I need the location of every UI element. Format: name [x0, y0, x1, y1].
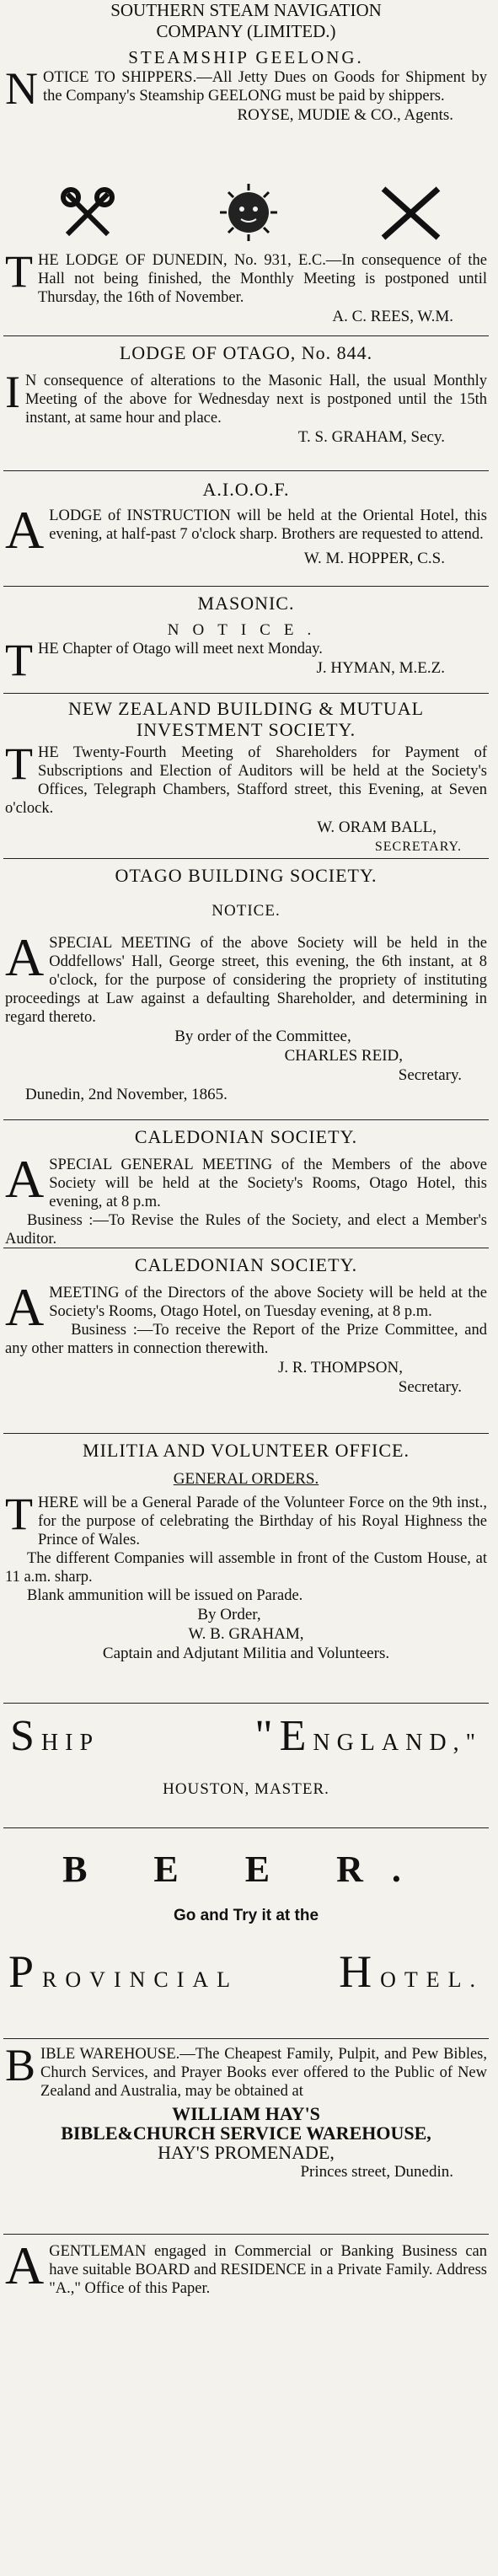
nz-building-title-2: INVESTMENT SOCIETY.: [136, 719, 356, 740]
otago-building-order: By order of the Committee,: [174, 1028, 351, 1045]
drop-cap: A: [5, 927, 45, 987]
beer-tagline: Go and Try it at the: [173, 1907, 319, 1924]
masonic-body: HE Chapter of Otago will meet next Monday.: [38, 641, 323, 657]
masonic-ad: [5, 593, 487, 685]
ship-initial: S: [10, 1712, 41, 1760]
divider: [3, 858, 489, 859]
ship-word: HIP: [40, 1730, 100, 1756]
gentleman-body: GENTLEMAN engaged in Commercial or Banking Business can have suitable BOARD and RESIDENCE in a Private Family. Address "A.," Office of this Paper.: [49, 2243, 487, 2297]
caledonian-body-2: MEETING of the Directors of the above Society will be held at the Society's Rooms, Otago Hotel, on Tuesday evening, at 8 p.m.: [49, 1285, 487, 1320]
caledonian-title-1: CALEDONIAN SOCIETY.: [134, 1126, 358, 1147]
dunedin-lodge-ad: [5, 246, 487, 326]
dunedin-lodge-sign: A. C. REES, W.M.: [332, 308, 453, 325]
otago-building-ad: [5, 865, 487, 1104]
drop-cap: I: [5, 367, 20, 417]
steamship-body: OTICE TO SHIPPERS.—All Jetty Dues on Goods for Shipment by the Company's Steamship GEELONG must be paid by shippers.: [43, 69, 487, 105]
caledonian-title-2: CALEDONIAN SOCIETY.: [134, 1254, 358, 1275]
aioof-sign: W. M. HOPPER, C.S.: [303, 550, 445, 567]
bible-body: IBLE WAREHOUSE.—The Cheapest Family, Pulpit, and Pew Bibles, Church Services, and Prayer Books ever offered to the Public of New Zealand and Australia, may be obtained at: [40, 2046, 487, 2100]
gentleman-ad: [5, 2235, 487, 2298]
otago-lodge-body: N consequence of alterations to the Masonic Hall, the usual Monthly Meeting of the above for Wednesday next is postponed until the 15th instant, at same hour and place.: [24, 373, 487, 427]
drop-cap: A: [5, 500, 45, 560]
drop-cap: T: [5, 635, 33, 685]
militia-title: MILITIA AND VOLUNTEER OFFICE.: [83, 1440, 410, 1461]
otago-building-date: Dunedin, 2nd November, 1865.: [25, 1086, 228, 1103]
caledonian-sign-2: J. R. THOMPSON,: [278, 1359, 403, 1377]
divider: [3, 2234, 489, 2235]
england-initial: "E: [254, 1712, 313, 1760]
militia-line-3: Blank ammunition will be issued on Parade.: [27, 1587, 303, 1604]
otago-lodge-sign: T. S. GRAHAM, Secy.: [297, 428, 445, 446]
drop-cap: T: [5, 738, 33, 789]
drop-cap: T: [5, 246, 33, 297]
agents: ROYSE, MUDIE & CO., Agents.: [237, 106, 453, 124]
divider: [3, 693, 489, 694]
masonic-notice: NOTICE.: [167, 621, 325, 639]
militia-sign: W. B. GRAHAM,: [188, 1625, 304, 1643]
masonic-emblem-icon: [0, 179, 498, 244]
caledonian-business-2: Business :—To receive the Report of the Prize Committee, and any other matters in connection therewith.: [5, 1322, 487, 1357]
divider: [3, 2038, 489, 2039]
militia-order: By Order,: [197, 1606, 261, 1623]
divider: [3, 335, 489, 336]
masonic-title: MASONIC.: [197, 593, 295, 614]
aioof-body: LODGE of INSTRUCTION will be held at the Oriental Hotel, this evening, at half-past 7 o'clock sharp. Brothers are requested to attend.: [49, 507, 487, 543]
nz-building-title: NEW ZEALAND BUILDING & MUTUAL: [67, 698, 425, 719]
caledonian-business-1: Business :—To Revise the Rules of the Society, and elect a Member's Auditor.: [5, 1212, 487, 1248]
hotel-initial: H: [339, 1946, 381, 1997]
hotel-word: OTEL.: [380, 1967, 484, 1992]
bible-name: WILLIAM HAY'S: [172, 2103, 320, 2124]
nz-building-sign: W. ORAM BALL,: [317, 818, 436, 836]
caledonian-role-2: Secretary.: [398, 1378, 462, 1396]
bible-street: Princes street, Dunedin.: [300, 2163, 453, 2181]
company-name-2: COMPANY (LIMITED.): [156, 21, 336, 41]
otago-lodge-title: LODGE OF OTAGO, No. 844.: [119, 342, 373, 363]
otago-building-notice: NOTICE.: [212, 902, 281, 920]
bible-place: HAY'S PROMENADE,: [158, 2142, 335, 2163]
drop-cap: T: [5, 1489, 33, 1539]
beer-word: B E E R.: [62, 1849, 430, 1890]
caledonian-ad-2: [5, 1254, 487, 1397]
otago-building-title: OTAGO BUILDING SOCIETY.: [115, 865, 378, 886]
divider: [3, 1433, 489, 1434]
nz-building-ad: [5, 698, 487, 856]
beer-ad: [5, 1836, 487, 1998]
aioof-ad: [5, 479, 487, 568]
drop-cap: A: [5, 2235, 45, 2295]
provincial-initial: P: [8, 1946, 43, 1997]
steamship-title: STEAMSHIP GEELONG.: [128, 47, 364, 67]
divider: [3, 1119, 489, 1120]
divider: [3, 586, 489, 587]
england-word: NGLAND,": [313, 1730, 482, 1756]
drop-cap: A: [5, 1149, 45, 1209]
nz-building-body: HE Twenty-Fourth Meeting of Shareholders for Payment of Subscriptions and Election of Auditors will be held at the Society's Offices, Telegraph Chambers, Stafford street, this Evening, at Seven o'clock.: [5, 744, 487, 817]
militia-body: HERE will be a General Parade of the Volunteer Force on the 9th inst., for the purpose of celebrating the Birthday of his Royal Highness the Prince of Wales.: [38, 1495, 487, 1548]
drop-cap: N: [5, 63, 38, 114]
caledonian-ad-1: [5, 1126, 487, 1248]
steamship-ad: [5, 0, 487, 125]
aioof-title: A.I.O.O.F.: [202, 479, 290, 500]
ship-master: HOUSTON, MASTER.: [163, 1780, 329, 1798]
caledonian-body-1: SPECIAL GENERAL MEETING of the Members of the above Society will be held at the Society's Rooms, Otago Hotel, this evening, at 8 p.m.: [49, 1157, 487, 1210]
otago-lodge-ad: [5, 342, 487, 447]
drop-cap: B: [5, 2040, 36, 2090]
divider: [3, 1703, 489, 1704]
otago-building-body: SPECIAL MEETING of the above Society will be held in the Oddfellows' Hall, George street, this evening, the 6th instant, at 8 o'clock, for the purpose of considering the propriety of instituting proceedings at Law against a defaulting Shareholder, and determining in regard thereto.: [5, 935, 487, 1026]
provincial-word: ROVINCIAL: [42, 1967, 239, 1992]
dunedin-lodge-body: HE LODGE OF DUNEDIN, No. 931, E.C.—In consequence of the Hall not being finished, the Monthly Meeting is postponed until Thursday, the 16th of November.: [38, 252, 487, 306]
divider: [3, 470, 489, 471]
otago-building-role: Secretary.: [398, 1066, 462, 1084]
nz-building-role: SECRETARY.: [374, 840, 462, 854]
drop-cap: A: [5, 1277, 45, 1337]
otago-building-sign: CHARLES REID,: [284, 1047, 403, 1065]
militia-subtitle: GENERAL ORDERS.: [173, 1470, 319, 1488]
divider: [3, 1827, 489, 1828]
militia-role: Captain and Adjutant Militia and Volunteers.: [102, 1645, 390, 1662]
bible-name-2: BIBLE&CHURCH SERVICE WAREHOUSE,: [61, 2123, 431, 2144]
ship-ad: [5, 1711, 487, 1799]
militia-line-2: The different Companies will assemble in front of the Custom House, at 11 a.m. sharp.: [5, 1550, 487, 1586]
company-name: SOUTHERN STEAM NAVIGATION: [110, 0, 382, 20]
masonic-sign: J. HYMAN, M.E.Z.: [316, 659, 445, 677]
militia-ad: [5, 1440, 487, 1663]
bible-ad: [5, 2040, 487, 2182]
